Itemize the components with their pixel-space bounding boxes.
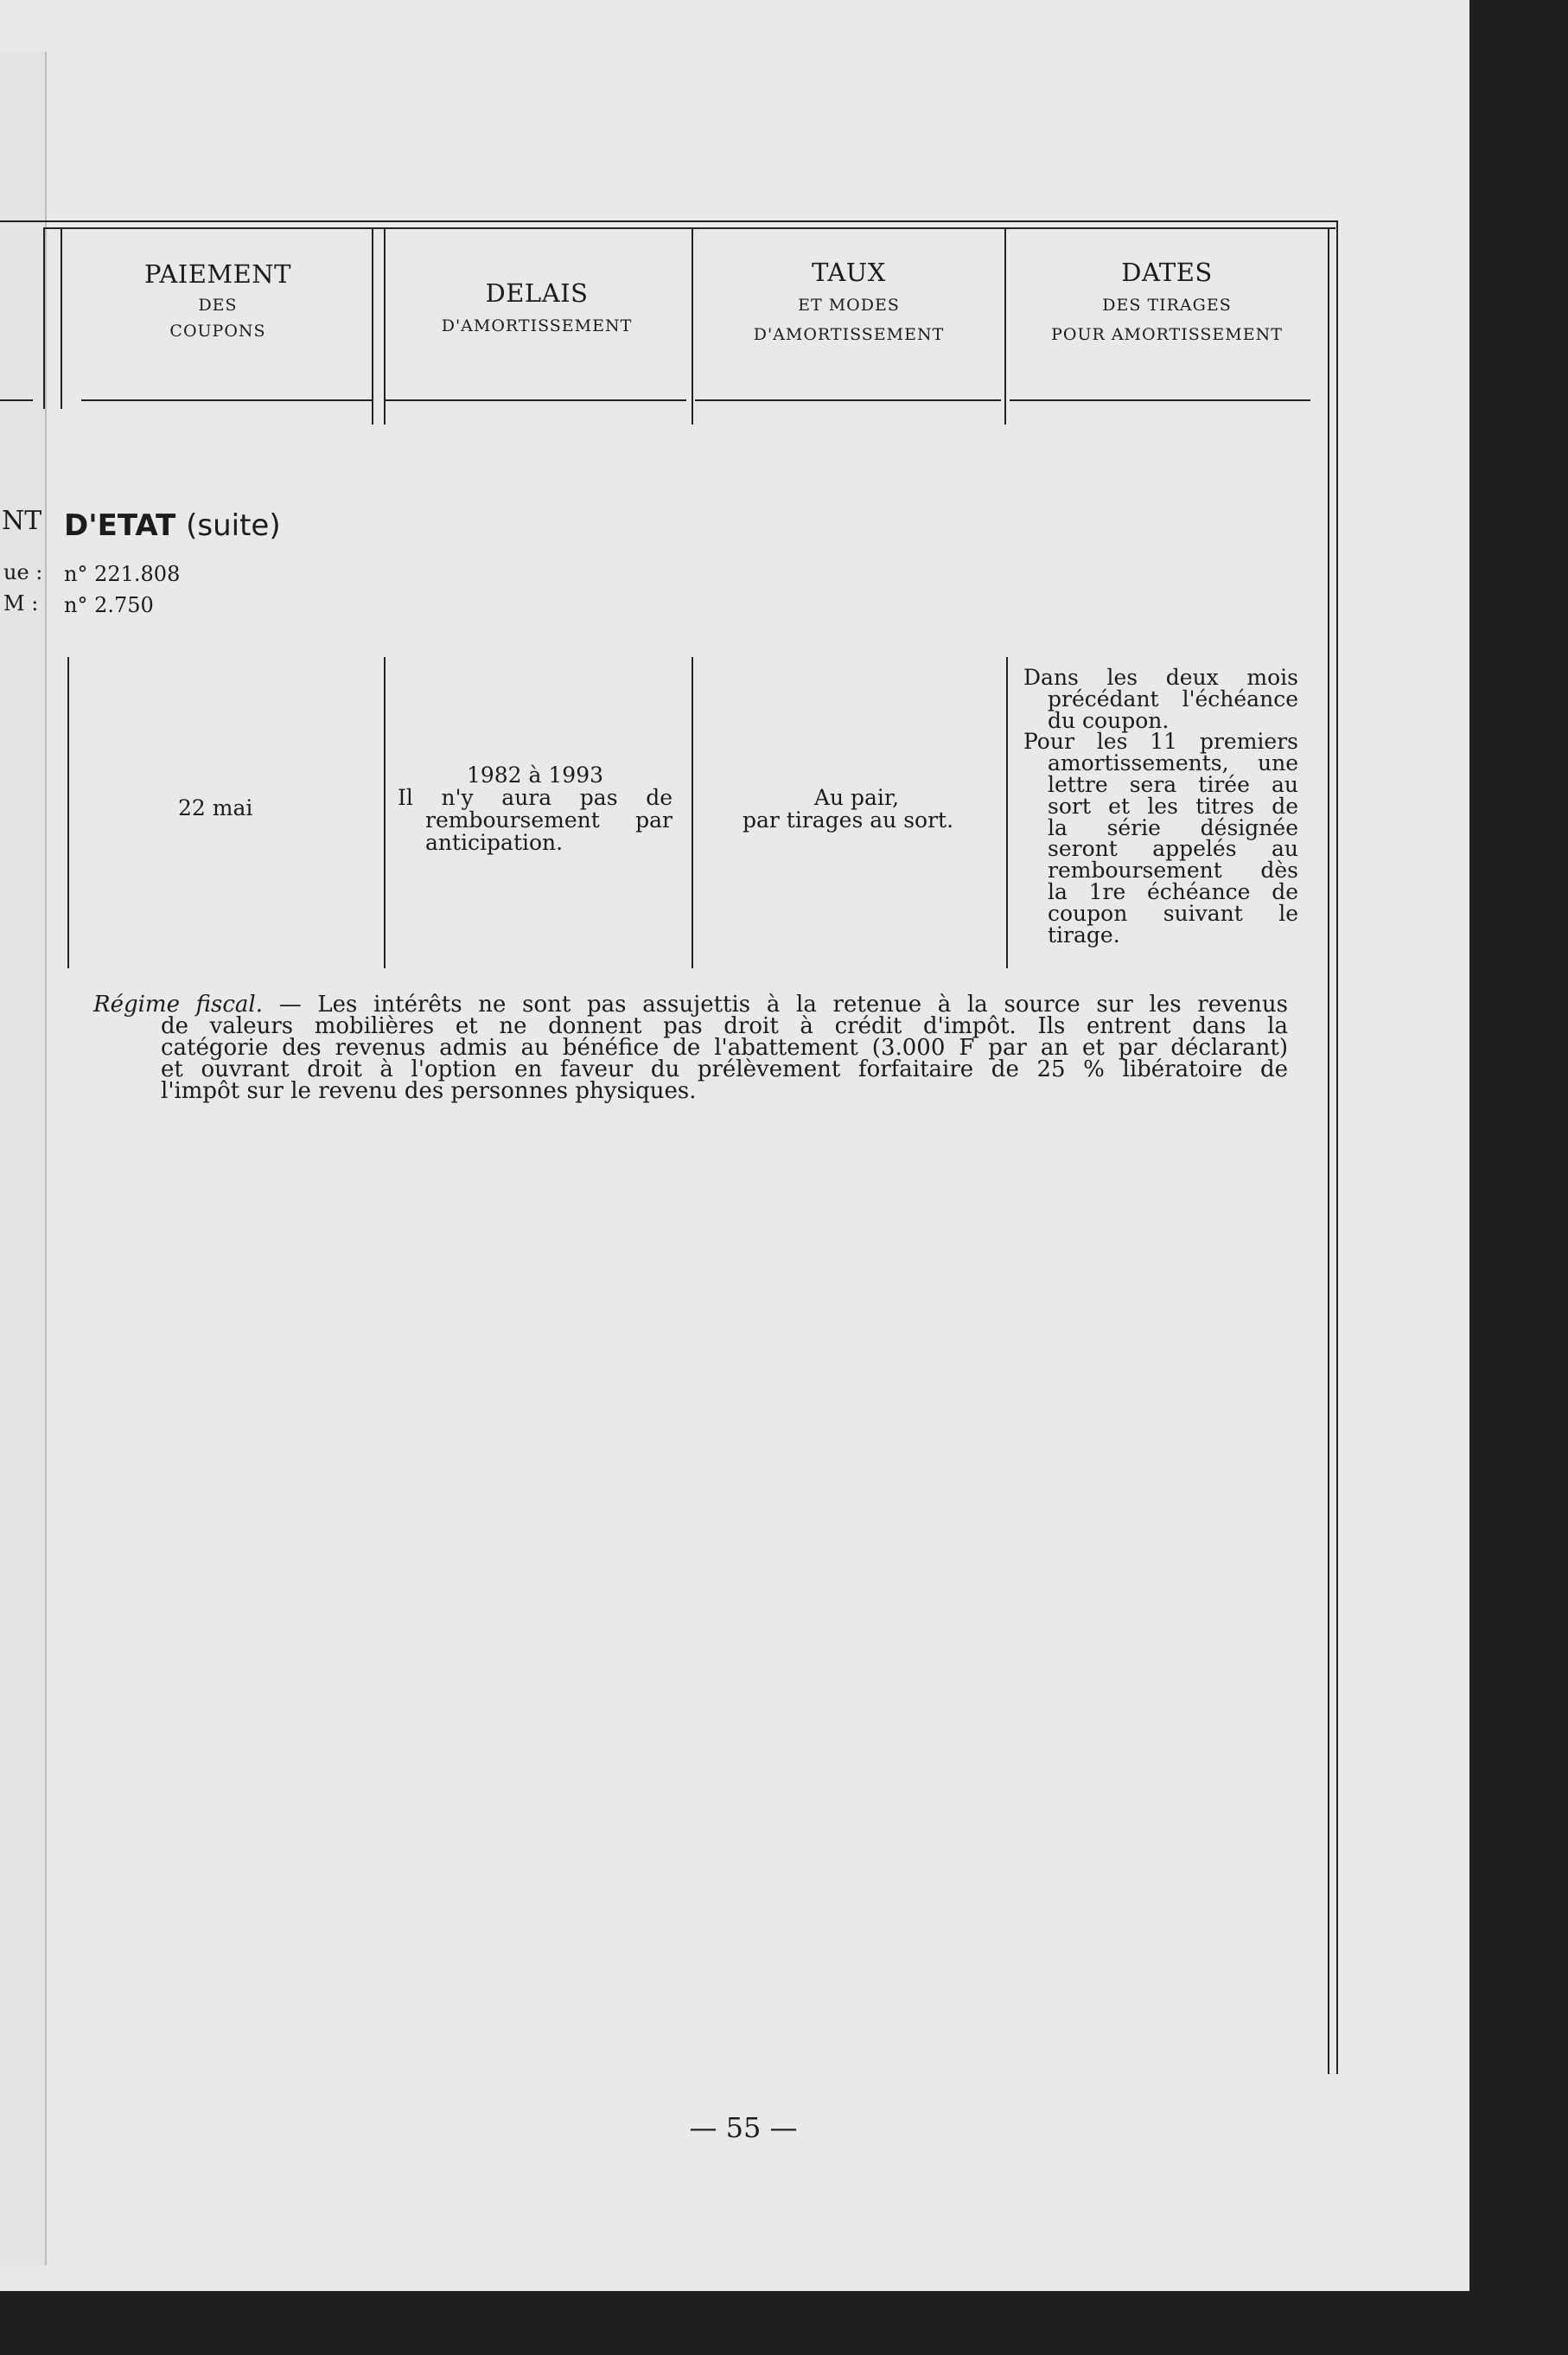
col-divider-3 xyxy=(1004,227,1006,424)
col-divider-2 xyxy=(692,227,693,424)
regime-fiscal-line-2: de valeurs mobilières et ne donnent pas droit à crédit d'impôt. Ils entrent dans la xyxy=(161,1013,1288,1039)
header-bottom-rule-1 xyxy=(81,399,372,401)
header-bottom-rule-left xyxy=(0,399,33,401)
header-bottom-rule-2 xyxy=(386,399,686,401)
code-label-fragment-1: ue : xyxy=(3,560,43,584)
regime-fiscal-line-3: catégorie des revenus admis au bénéfice de l'abattement (3.000 F par an et par déclarant) xyxy=(161,1035,1288,1061)
table-left-border xyxy=(43,227,45,409)
code-value-1: n° 221.808 xyxy=(64,562,181,586)
regime-fiscal-line-5: l'impôt sur le revenu des personnes physiques. xyxy=(161,1078,697,1104)
table-right-border-b xyxy=(1336,220,1338,2074)
col-divider-1a xyxy=(372,227,373,424)
regime-fiscal-line-1: — Les intérêts ne sont pas assujettis à la retenue à la source sur les revenus xyxy=(278,992,1288,1018)
code-value-2: n° 2.750 xyxy=(64,593,154,617)
table-left-border-inner xyxy=(61,227,62,409)
table-right-border-a xyxy=(1328,227,1329,2074)
section-title-suffix: (suite) xyxy=(186,508,281,543)
row-divider-2 xyxy=(692,657,693,968)
header-bottom-rule-3 xyxy=(695,399,1001,401)
cell-taux: Au pair, par tirages au sort. xyxy=(742,785,954,833)
header-dates: DATES DES TIRAGES POUR AMORTISSEMENT xyxy=(1051,258,1283,344)
section-title: D'ETAT (suite) xyxy=(64,508,281,543)
page-number: — 55 — xyxy=(689,2111,798,2144)
row-divider-3 xyxy=(1006,657,1008,968)
cell-delais: 1982 à 1993 Il n'y aura pas de remboursement par anticipation. xyxy=(398,763,672,855)
cell-dates: Dans les deux mois précédant l'échéance du coupon. Pour les 11 premiers amortissements, une lettre sera tirée au sort et les titres de la série désignée seront appelés au remboursement dès la 1re échéance de coupon suivant le tirage. xyxy=(1023,665,1298,948)
header-taux: TAUX ET MODES D'AMORTISSEMENT xyxy=(753,258,945,344)
regime-fiscal-label: Régime fiscal. xyxy=(93,992,263,1018)
header-paiement: PAIEMENT DES COUPONS xyxy=(144,259,291,341)
row-left-border xyxy=(67,657,69,968)
table-top-rule-inner xyxy=(43,227,1335,229)
regime-fiscal-note xyxy=(93,994,1288,1102)
cell-paiement: 22 mai xyxy=(178,795,253,820)
section-title-fragment: NT xyxy=(2,506,42,536)
header-bottom-rule-4 xyxy=(1010,399,1310,401)
header-delais: DELAIS D'AMORTISSEMENT xyxy=(441,278,633,335)
table-top-rule xyxy=(0,220,1338,222)
previous-page-edge xyxy=(0,52,47,2265)
regime-fiscal-line-4: et ouvrant droit à l'option en faveur du prélèvement forfaitaire de 25 % libératoire de xyxy=(161,1056,1288,1082)
code-label-fragment-2: M : xyxy=(3,591,39,616)
row-divider-1 xyxy=(384,657,386,968)
